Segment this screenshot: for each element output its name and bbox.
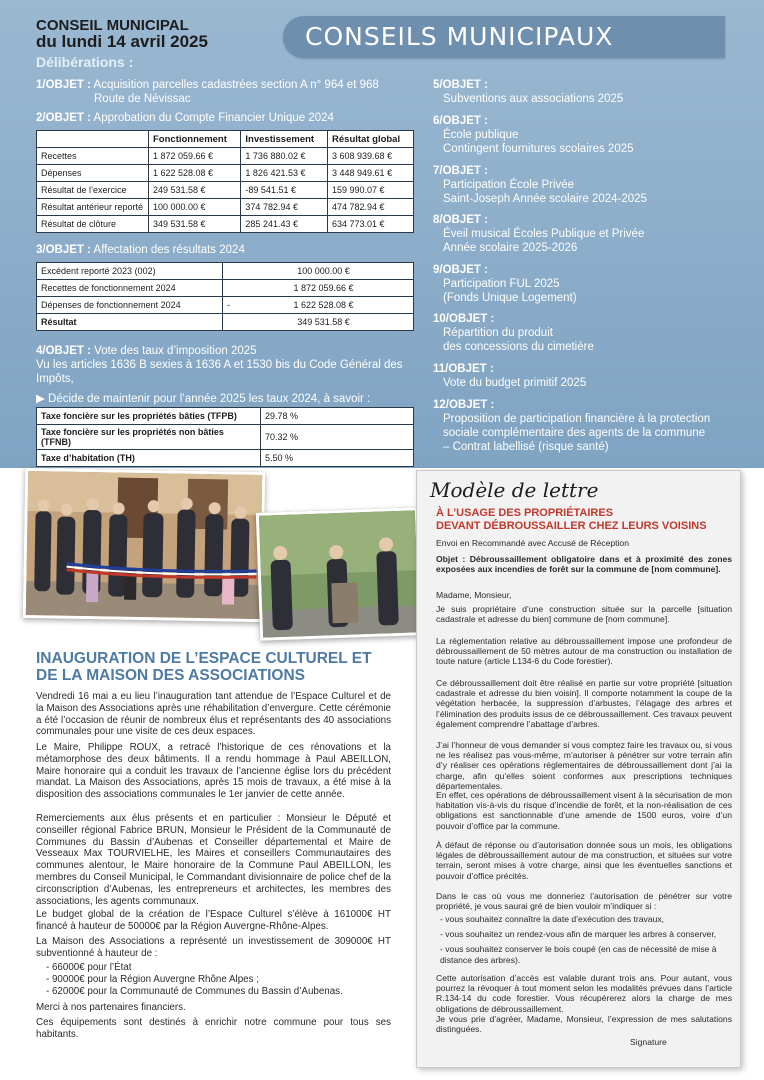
object-9 — [433, 263, 733, 305]
object-8-text: Éveil musical Écoles Publique et Privée — [443, 228, 645, 240]
table-cell: 29.78 % — [261, 408, 414, 425]
list-item: - 90000€ pour la Région Auvergne Rhône Alpes ; — [46, 974, 259, 985]
letter-heading-line-1: À L’USAGE DES PROPRIÉTAIRES — [436, 507, 614, 519]
inauguration-paragraph-1: Vendredi 16 mai a eu lieu l’inauguration tant attendue de l’Espace Culturel et de la Maison des Associations après une réhabilitation d’envergure. Cette cérémonie a été l’occasion de réunir de nombreux élus et représentants des 40 associations communales pour une visite de ces deux espaces. — [36, 691, 391, 738]
object-11 — [433, 362, 733, 390]
table-row — [37, 148, 414, 165]
letter-paragraph-8: Cette autorisation d’accès est valable durant trois ans. Pour autant, vous pourrez la révoquer à tout moment selon les modalités prévues dans l’article R.134-14 du code forestier. Vous récupérerez alors la charge de mes obligations de débroussaillement. — [436, 973, 732, 1014]
object-2-text: Approbation du Compte Financier Unique 2024 — [93, 112, 334, 124]
letter-paragraph-2: La réglementation relative au débroussaillement impose une profondeur de débroussaillement de 50 mètres autour de ma construction ou installation de toute nature (article L134-6 du Code forestier). — [436, 636, 732, 667]
object-11-label: 11/OBJET : — [433, 363, 494, 375]
object-6-label: 6/OBJET : — [433, 115, 488, 127]
object-10-label: 10/OBJET : — [433, 313, 495, 325]
speech-illustration — [259, 510, 419, 637]
table-cell: 100 000.00 € — [149, 199, 241, 216]
letter-salutation: Madame, Monsieur, — [436, 590, 512, 600]
object-6 — [433, 114, 733, 156]
object-3 — [36, 243, 416, 257]
table-cell: 285 241.43 € — [241, 216, 328, 233]
letter-paragraph-6: À défaut de réponse ou d’autorisation donnée sous un mois, les obligations légales de débroussaillement autour de ma construction, et situées sur votre terrain, seront mises à votre charge, ainsi que les éventuelles sanctions et pouvoir d’office précités. — [436, 840, 732, 881]
letter-bullets — [440, 914, 730, 965]
object-1-text: Acquisition parcelles cadastrées section A n° 964 et 968 — [93, 79, 379, 91]
ribbon-cutting-illustration — [26, 471, 262, 619]
table-row — [37, 216, 414, 233]
object-2 — [36, 111, 416, 125]
object-7 — [433, 164, 733, 206]
table-cell: 374 782.94 € — [241, 199, 328, 216]
table-cell: 3 608 939.68 € — [328, 148, 414, 165]
table-cell: 5.50 % — [261, 450, 414, 467]
object-4-text: Vote des taux d’imposition 2025 — [94, 345, 257, 357]
table-cell: 1 736 880.02 € — [241, 148, 328, 165]
inauguration-paragraph-6: Merci à nos partenaires financiers. — [36, 1002, 186, 1013]
table-row — [37, 425, 414, 450]
table-cell: Résultat — [37, 314, 223, 331]
deliberations-heading: Délibérations : — [36, 54, 134, 70]
table-cell: - — [223, 297, 235, 314]
letter-heading-line-2: DEVANT DÉBROUSSAILLER CHEZ LEURS VOISINS — [436, 520, 707, 532]
table-header-cell: Fonctionnement — [149, 131, 241, 148]
table-cell: 159 990.07 € — [328, 182, 414, 199]
object-6-text2: Contingent fournitures scolaires 2025 — [443, 143, 634, 155]
object-10 — [433, 312, 733, 354]
table-cell: Taxe foncière sur les propriétés bâties (TFPB) — [37, 408, 261, 425]
table-cell: Dépenses de fonctionnement 2024 — [37, 297, 223, 314]
table-cell: 100 000.00 € — [234, 263, 414, 280]
table-cell: -89 541.51 € — [241, 182, 328, 199]
letter-paragraph-4: J’ai l’honneur de vous demander si vous comptez faire les travaux ou, si vous ne les réalisez pas vous-même, m’autoriser à pénétrer sur votre terrain afin d’y réaliser ces opérations réglementaires de débroussaillement dont j’ai la charge, afin qu’elles soient conformes aux prescriptions techniques départementales. — [436, 740, 732, 791]
inauguration-paragraph-4: Le budget global de la création de l’Espace Culturel s’élève à 161000€ HT financé à hauteur de 50000€ par la Région Auvergne-Rhône-Alpes. — [36, 909, 391, 932]
table-cell: 349 531.58 € — [234, 314, 414, 331]
inauguration-paragraph-2: Le Maire, Philippe ROUX, a retracé l’historique de ces rénovations et la métamorphose des deux bâtiments. Il a rendu hommage à Paul ABEILLON, Maire honoraire qui a conduit les travaux de l’ancienne église lors du précédent mandat. La Maison des Associations, après 15 mois de travaux, a été mise à la disposition des associations communales le 1er janvier de cette année. — [36, 742, 391, 801]
object-5 — [433, 78, 733, 106]
object-1 — [36, 78, 416, 106]
table-cell: 1 872 059.66 € — [234, 280, 414, 297]
object-1-text2: Route de Névissac — [94, 93, 191, 105]
table-row — [37, 182, 414, 199]
table-cell: 70.32 % — [261, 425, 414, 450]
letter-paragraph-5: En effet, ces opérations de débroussaillement visent à la sécurisation de mon habitation vis-à-vis du risque d’incendie de forêt, et la non-réalisation de ces obligations est sanctionnable d’une amende de 1500 euros, voire d’un pouvoir d’office par la commune. — [436, 790, 732, 831]
object-3-text: Affectation des résultats 2024 — [93, 244, 245, 256]
table-cell: 1 872 059.66 € — [149, 148, 241, 165]
table-header-cell — [37, 131, 149, 148]
object-6-text: École publique — [443, 129, 519, 141]
table-row — [37, 297, 414, 314]
table-cell: 249 531.58 € — [149, 182, 241, 199]
object-8-label: 8/OBJET : — [433, 214, 488, 226]
letter-paragraph-9: Je vous prie d’agréer, Madame, Monsieur, l’expression de mes salutations distinguées. — [436, 1014, 732, 1035]
object-10-text: Répartition du produit — [443, 327, 553, 339]
object-7-text2: Saint-Joseph Année scolaire 2024-2025 — [443, 193, 647, 205]
table-row — [37, 314, 414, 331]
table-cell: 634 773.01 € — [328, 216, 414, 233]
table-cell: 1 622 528.08 € — [149, 165, 241, 182]
object-12-text: Proposition de participation financière à la protection sociale complémentaire des agents de la commune – Contrat labellisé (risque santé) — [443, 413, 711, 453]
object-12 — [433, 398, 733, 454]
table-row — [37, 280, 414, 297]
table-cell: 349 531.58 € — [149, 216, 241, 233]
list-item: - vous souhaitez conserver le bois coupé (en cas de nécessité de mise à distance des arbres). — [440, 944, 717, 965]
table-header-row — [37, 131, 414, 148]
letter-paragraph-7: Dans le cas où vous me donneriez l’autorisation de pénétrer sur votre propriété, je vous saurai gré de bien vouloir m’indiquer si : — [436, 891, 732, 912]
speech-photo — [256, 507, 422, 641]
object-4 — [36, 344, 416, 406]
object-4-label: 4/OBJET : — [36, 345, 91, 357]
letter-signature: Signature — [630, 1037, 667, 1047]
ribbon-cutting-photo — [23, 468, 266, 622]
table-row — [37, 450, 414, 467]
inauguration-paragraph-7: Ces équipements sont destinés à enrichir notre commune pour tous ses habitants. — [36, 1017, 391, 1040]
object-4-text2: Vu les articles 1636 B sexies à 1636 A et 1530 bis du Code Général des Impôts, — [36, 359, 403, 385]
table-cell: Taxe d’habitation (TH) — [37, 450, 261, 467]
table-cell — [223, 280, 235, 297]
table-header-cell: Investissement — [241, 131, 328, 148]
object-8 — [433, 213, 733, 255]
object-8-text2: Année scolaire 2025-2026 — [443, 242, 578, 254]
table-row — [37, 263, 414, 280]
table-row — [37, 408, 414, 425]
object-2-label: 2/OBJET : — [36, 112, 91, 124]
council-date: du lundi 14 avril 2025 — [36, 32, 208, 51]
object-5-label: 5/OBJET : — [433, 79, 488, 91]
object-9-label: 9/OBJET : — [433, 264, 488, 276]
table-cell — [223, 263, 235, 280]
object-12-label: 12/OBJET : — [433, 399, 495, 411]
table-cell: Résultat de l’exercice — [37, 182, 149, 199]
letter-script-title: Modèle de lettre — [430, 478, 599, 502]
table-row — [37, 165, 414, 182]
list-item: - vous souhaitez connaître la date d’exécution des travaux, — [440, 914, 665, 924]
object-11-text: Vote du budget primitif 2025 — [443, 377, 587, 389]
list-item: - 62000€ pour la Communauté de Communes du Bassin d’Aubenas. — [46, 986, 343, 997]
tax-rates-table — [36, 407, 414, 467]
letter-heading — [436, 507, 726, 533]
object-5-text: Subventions aux associations 2025 — [443, 93, 624, 105]
table-cell: Dépenses — [37, 165, 149, 182]
table-cell: Excédent reporté 2023 (002) — [37, 263, 223, 280]
table-cell: Recettes — [37, 148, 149, 165]
list-item: - vous souhaitez un rendez-vous afin de marquer les arbres à conserver, — [440, 929, 717, 940]
table-cell: Résultat antérieur reporté — [37, 199, 149, 216]
object-7-label: 7/OBJET : — [433, 165, 488, 177]
table-cell: 1 826 421.53 € — [241, 165, 328, 182]
letter-sent-line: Envoi en Recommandé avec Accusé de Réception — [436, 538, 629, 548]
table-cell — [223, 314, 235, 331]
list-item: - 66000€ pour l’État — [46, 962, 132, 973]
council-title: CONSEIL MUNICIPAL — [36, 17, 189, 34]
affectation-table — [36, 262, 414, 331]
object-7-text: Participation École Privée — [443, 179, 575, 191]
table-cell: Résultat de clôture — [37, 216, 149, 233]
object-10-text2: des concessions du cimetière — [443, 341, 594, 353]
object-3-label: 3/OBJET : — [36, 244, 91, 256]
banner-title: CONSEILS MUNICIPAUX — [305, 22, 614, 51]
table-row — [37, 199, 414, 216]
letter-paragraph-1: Je suis propriétaire d’une construction située sur la parcelle [situation cadastrale et adresse du bien] commune de [nom commune]. — [436, 604, 732, 625]
letter-paragraph-3: Ce débroussaillement doit être réalisé en partie sur votre propriété [situation cadastrale et adresse du bien voisin]. Il comporte notamment la coupe de la végétation herbacée, la suppression d’arbustes, l’élagage des arbres et l’élimination des produits issus de ce débroussaillement. Ces travaux peuvent également comprendre l’abattage d’arbres. — [436, 678, 732, 729]
object-4-text3: ▶ Décide de maintenir pour l’année 2025 les taux 2024, à savoir : — [36, 393, 371, 405]
table-cell: Taxe foncière sur les propriétés non bâties (TFNB) — [37, 425, 261, 450]
section-banner — [283, 16, 725, 58]
table-cell: Recettes de fonctionnement 2024 — [37, 280, 223, 297]
funding-list — [46, 962, 386, 998]
table-cell: 3 448 949.61 € — [328, 165, 414, 182]
object-9-text: Participation FUL 2025 — [443, 278, 560, 290]
letter-objet: Objet : Débroussaillement obligatoire dans et à proximité des zones exposées aux incendies de forêt sur la commune de [nom commune]. — [436, 554, 732, 575]
table-cell: 1 622 528.08 € — [234, 297, 414, 314]
inauguration-paragraph-3: Remerciements aux élus présents et en particulier : Monsieur le Député et conseiller régional Fabrice BRUN, Monsieur le Président de la Communauté de Communes du Bassin d’Aubenas et Conseiller départemental et Maire de Vesseaux Max TOURVIELHE, les Maires et conseillers Communautaires des communes alentour, le Maire honoraire de la Commune Paul ABEILLON, les membres du Conseil Municipal, le Commandant divisionnaire de police chef de la circonscription d’Aubenas, les entrepreneurs et architectes, les membres des associations, les agents communaux. — [36, 813, 391, 907]
object-9-text2: (Fonds Unique Logement) — [443, 292, 577, 304]
table-cell: 474 782.94 € — [328, 199, 414, 216]
table-header-cell: Résultat global — [328, 131, 414, 148]
cfu-table — [36, 130, 414, 233]
object-1-label: 1/OBJET : — [36, 79, 91, 91]
inauguration-paragraph-5: La Maison des Associations a représenté un investissement de 309000€ HT subventionné à hauteur de : — [36, 936, 391, 959]
inauguration-title: INAUGURATION DE L’ESPACE CULTUREL ET DE LA MAISON DES ASSOCIATIONS — [36, 650, 372, 684]
